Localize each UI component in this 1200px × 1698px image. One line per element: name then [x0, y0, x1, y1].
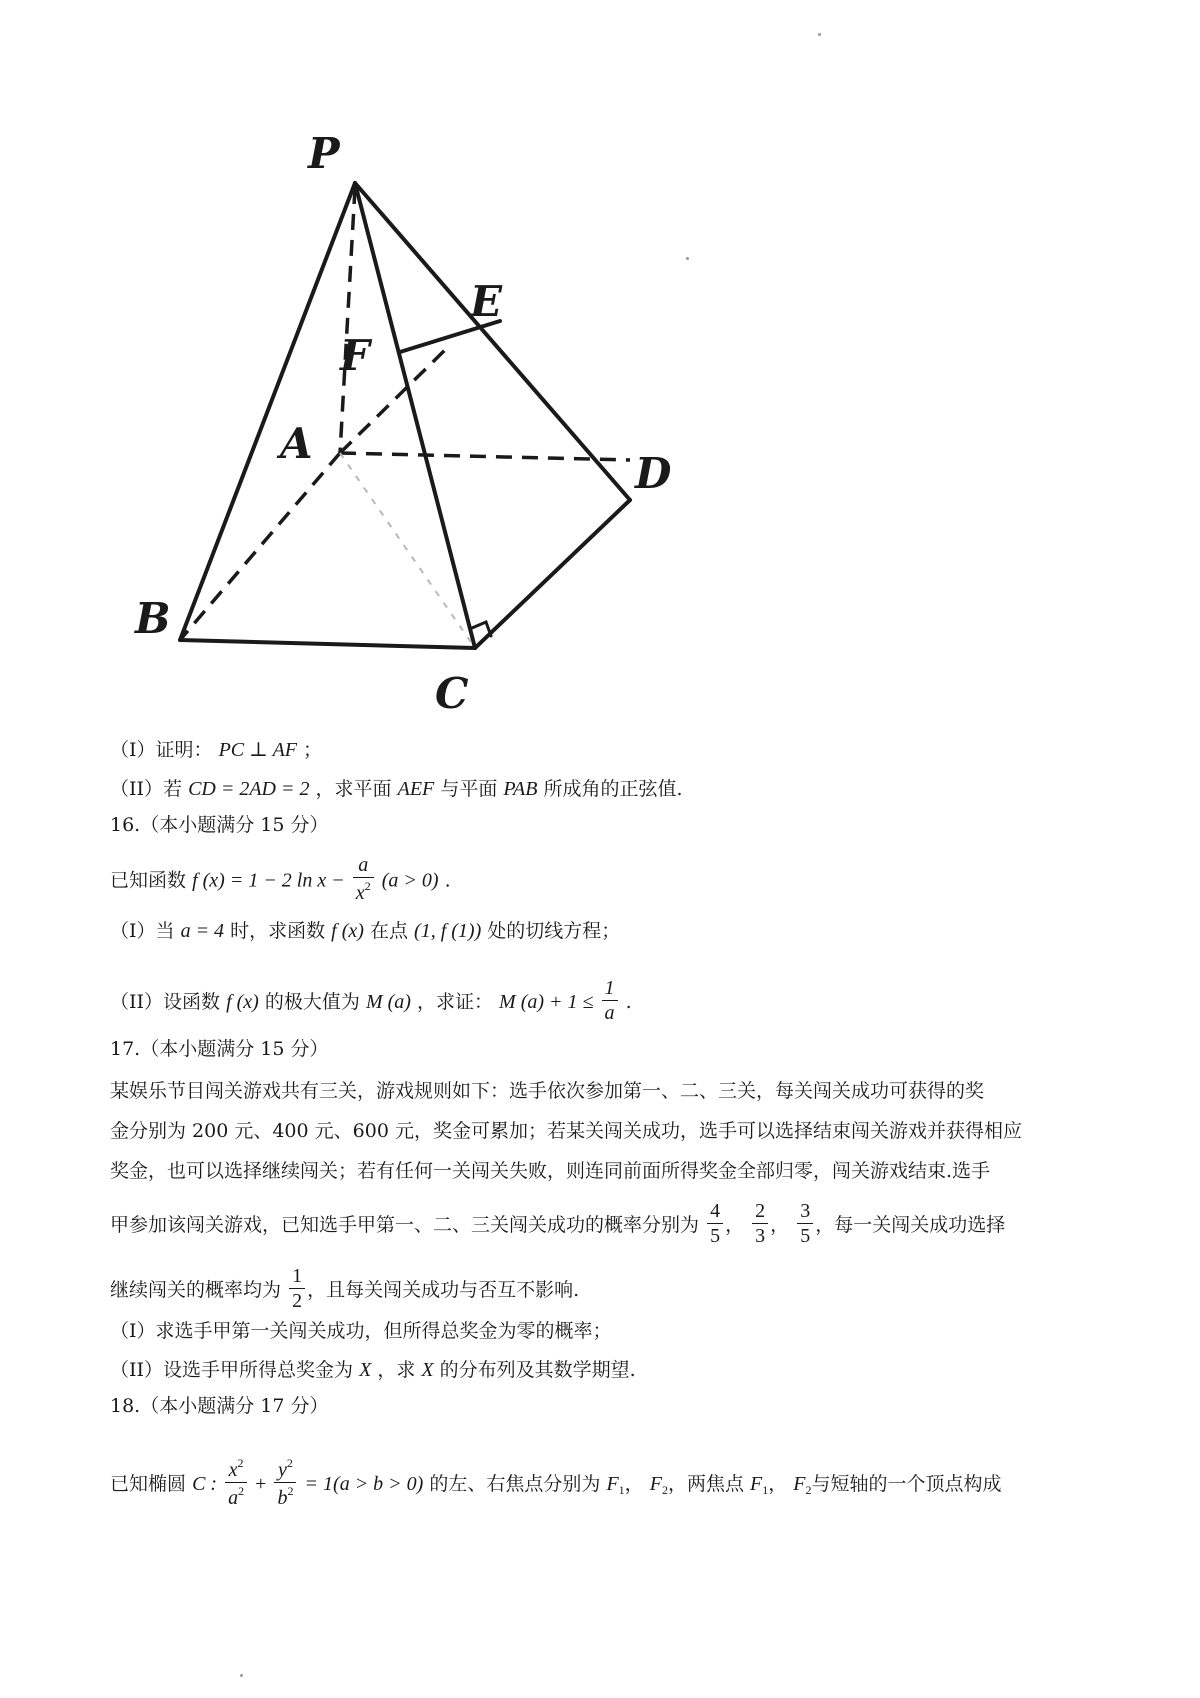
- scan-speck: [240, 1674, 243, 1677]
- edge-AB: [180, 453, 340, 640]
- q16-func-num: a: [353, 855, 374, 878]
- q18-F2b: [793, 1473, 811, 1495]
- q15-p2-label: （II）若: [110, 778, 183, 800]
- q16-p2-text1: 的极大值为: [264, 991, 360, 1013]
- q17-prob1-num: 4: [707, 1201, 723, 1224]
- q17-prob3-den: 5: [800, 1225, 811, 1247]
- q16-p1-text3: 处的切线方程；: [487, 920, 621, 942]
- q17-para5-text: 继续闯关的概率均为: [110, 1279, 282, 1301]
- q17-header: 17.（本小题满分 15 分）: [110, 1038, 329, 1060]
- q16-p2-func: f (x): [226, 991, 259, 1013]
- q15-p1-expr: PC ⊥ AF: [218, 739, 297, 761]
- q16-p2-fraction: [602, 978, 618, 1024]
- q18-comma: ，: [768, 1473, 788, 1495]
- q17-prob1: [707, 1201, 723, 1247]
- q17-para3: 奖金，也可以选择继续闯关；若有任何一关闯关失败，则连同前面所得奖金全部归零，闯关游戏结束.选手: [110, 1160, 991, 1182]
- q18-intro: [110, 1456, 1002, 1511]
- q15-part1: [110, 740, 322, 760]
- label-E: E: [470, 277, 503, 326]
- q18-F1-sub: 1: [618, 1483, 625, 1497]
- label-D: D: [635, 449, 672, 498]
- q15-p2-text3: 所成角的正弦值.: [543, 778, 683, 800]
- q17-para4-tail: ，每一关闯关成功选择: [815, 1214, 1006, 1236]
- q16-p2-label: （II）设函数: [110, 991, 221, 1013]
- q16-p2-num: 1: [602, 978, 618, 1001]
- q15-p1-end: ；: [303, 739, 323, 761]
- q16-func-den-base: x: [355, 882, 365, 904]
- q16-func-den: [353, 878, 374, 904]
- q17-sep: ，: [725, 1214, 745, 1236]
- q18-num2-base: y: [278, 1459, 287, 1481]
- q18-den2-base: b: [277, 1487, 288, 1509]
- q17-p2-text2: 的分布列及其数学期望.: [439, 1359, 636, 1381]
- label-C: C: [435, 669, 469, 713]
- q16-p2-den: a: [604, 1002, 615, 1024]
- q17-para5: [110, 1265, 580, 1314]
- q18-eq-rest: = 1(a > b > 0): [304, 1473, 424, 1495]
- q16-p1-text1: 时，求函数: [230, 920, 326, 942]
- q18-F2b-sub: 2: [805, 1483, 812, 1497]
- label-B: B: [135, 594, 171, 643]
- q17-prob2-den: 3: [755, 1225, 766, 1247]
- q18-frac2-num: [274, 1457, 296, 1483]
- q15-p1-label: （I）证明：: [110, 739, 213, 761]
- q18-text3: 与短轴的一个顶点构成: [811, 1473, 1002, 1495]
- q18-plus: +: [255, 1473, 267, 1495]
- q16-intro: [110, 854, 451, 906]
- q18-C-label: C :: [192, 1473, 218, 1495]
- q17-sep: ，: [770, 1214, 790, 1236]
- q16-p1-point: (1, f (1)): [414, 920, 482, 942]
- q18-frac1-num: [225, 1457, 247, 1483]
- label-P: P: [308, 129, 340, 178]
- scan-speck: [818, 33, 821, 36]
- q16-p2-end: .: [625, 991, 632, 1013]
- q18-den1-exp: 2: [238, 1484, 245, 1498]
- q18-F2-base: F: [649, 1473, 662, 1495]
- q16-p2-text2: ，求证：: [416, 991, 493, 1013]
- q18-num1-exp: 2: [237, 1456, 244, 1470]
- q15-p2-text1: ，求平面: [315, 778, 392, 800]
- q18-comma: ，: [624, 1473, 644, 1495]
- q18-F2b-base: F: [793, 1473, 806, 1495]
- q16-p1-label: （I）当: [110, 920, 175, 942]
- label-F: F: [340, 331, 370, 380]
- q17-para2: 金分别为 200 元、400 元、600 元，奖金可累加；若某关闯关成功，选手可以选择结束闯关游戏并获得相应: [110, 1120, 1022, 1142]
- q16-p1-text2: 在点: [369, 920, 408, 942]
- q16-p1-cond: a = 4: [180, 920, 225, 942]
- q18-intro-label: 已知椭圆: [110, 1473, 187, 1495]
- q16-func-end: .: [444, 869, 451, 892]
- q16-part2: [110, 977, 632, 1026]
- q17-para1: 某娱乐节目闯关游戏共有三关，游戏规则如下：选手依次参加第一、二、三关，每关闯关成功可获得的奖: [110, 1080, 985, 1102]
- q18-num1-base: x: [228, 1459, 238, 1481]
- q16-func-lhs: f (x) = 1 − 2 ln x −: [192, 869, 345, 892]
- q18-den2-exp: 2: [287, 1484, 294, 1498]
- label-A: A: [280, 419, 313, 468]
- q17-half-num: 1: [289, 1266, 305, 1289]
- q17-part1: （I）求选手甲第一关闯关成功，但所得总奖金为零的概率；: [110, 1320, 612, 1342]
- pyramid-diagram: [130, 128, 695, 713]
- q18-F1b-base: F: [750, 1473, 763, 1495]
- q16-func-cond: (a > 0): [381, 869, 439, 892]
- q18-frac2-den: [274, 1483, 296, 1509]
- q18-frac1: [225, 1457, 247, 1509]
- q16-header: 16.（本小题满分 15 分）: [110, 814, 329, 836]
- q15-p2-plane1: AEF: [397, 778, 435, 800]
- q18-F1b: [750, 1473, 768, 1495]
- q16-intro-label: 已知函数: [110, 869, 187, 892]
- edge-BC: [180, 640, 475, 648]
- q17-half-den: 2: [292, 1290, 303, 1312]
- q17-prob3: [797, 1201, 813, 1247]
- q17-p2-label: （II）设选手甲所得总奖金为: [110, 1359, 354, 1381]
- q18-den1-base: a: [228, 1487, 239, 1509]
- q16-func-den-exp: 2: [364, 879, 371, 893]
- q18-frac2: [274, 1457, 296, 1509]
- q18-F1b-sub: 1: [762, 1483, 769, 1497]
- q17-prob1-den: 5: [710, 1225, 721, 1247]
- q18-F1: [606, 1473, 624, 1495]
- q15-p2-text2: 与平面: [440, 778, 498, 800]
- q18-F2: [650, 1473, 668, 1495]
- q18-num2-exp: 2: [286, 1456, 293, 1470]
- q17-half: [289, 1266, 305, 1312]
- q17-part2: [110, 1360, 636, 1380]
- q16-part1: [110, 921, 620, 941]
- q17-prob2: [752, 1201, 768, 1247]
- q18-F2-sub: 2: [661, 1483, 668, 1497]
- q18-F1-base: F: [606, 1473, 619, 1495]
- q17-p2-text1: ，求: [377, 1359, 416, 1381]
- q18-frac1-den: [225, 1483, 247, 1509]
- q15-p2-plane2: PAB: [503, 778, 538, 800]
- q16-p1-func: f (x): [331, 920, 364, 942]
- q17-para4-text: 甲参加该闯关游戏，已知选手甲第一、二、三关闯关成功的概率分别为: [110, 1214, 700, 1236]
- diagonal-AC-faint: [340, 453, 475, 648]
- q17-para5-tail: ，且每关闯关成功与否互不影响.: [307, 1279, 580, 1301]
- q17-p2-X2: X: [421, 1359, 434, 1381]
- q18-header: 18.（本小题满分 17 分）: [110, 1395, 329, 1417]
- edge-PA: [340, 188, 355, 453]
- q17-para4: [110, 1200, 1006, 1249]
- q17-prob2-num: 2: [752, 1201, 768, 1224]
- q16-p2-M: M (a): [365, 991, 411, 1013]
- q16-p2-ineq: M (a) + 1 ≤: [499, 991, 594, 1013]
- edge-CD: [475, 500, 630, 648]
- q17-p2-X: X: [359, 1359, 372, 1381]
- q18-text2: ，两焦点: [667, 1473, 744, 1495]
- pyramid-figure: [130, 128, 695, 713]
- q15-part2: [110, 779, 683, 799]
- edge-PB: [180, 183, 355, 640]
- q16-func-fraction: [353, 855, 374, 904]
- q15-p2-expr: CD = 2AD = 2: [188, 778, 310, 800]
- edge-AD: [340, 453, 630, 460]
- q17-prob3-num: 3: [797, 1201, 813, 1224]
- q18-text1: 的左、右焦点分别为: [429, 1473, 601, 1495]
